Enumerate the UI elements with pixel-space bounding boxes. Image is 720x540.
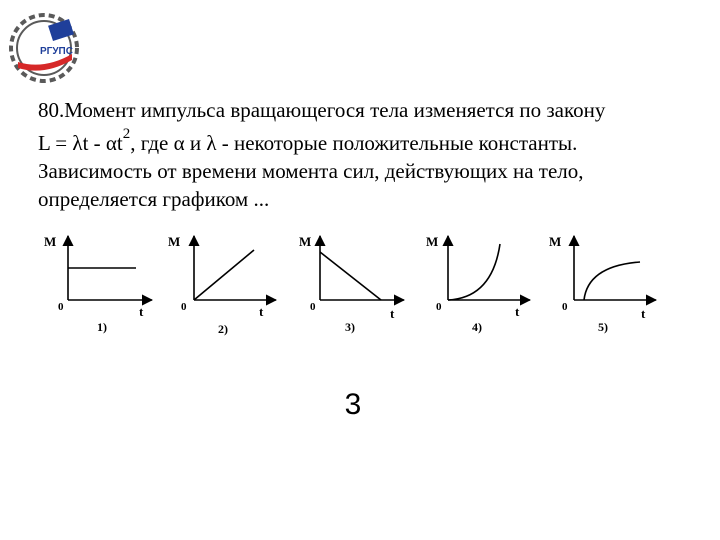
graph-curve [194,250,254,300]
y-axis-label: M [549,234,562,249]
graph-curve [320,252,381,300]
y-axis-label: M [44,234,57,249]
origin-label: 0 [310,301,316,313]
question-line-3: Зависимость от времени момента сил, действующих на тело, [38,159,584,183]
graph-curve [448,244,500,300]
x-axis-label: t [390,306,395,321]
graph-number: 4) [472,320,482,334]
graph-number: 1) [97,320,107,334]
graph-2 [168,234,276,336]
x-axis-label: t [259,304,264,319]
answer-number: 3 [344,388,362,421]
graph-4 [426,234,530,334]
question-line-4: определяется графиком ... [38,187,270,211]
formula-description: , где α и λ - некоторые положительные константы. [130,131,578,155]
graph-number: 2) [218,322,228,336]
question-text [38,96,708,213]
graph-number: 3) [345,320,355,334]
y-axis-label: M [426,234,439,249]
formula-exponent: 2 [122,126,131,142]
x-axis-label: t [641,306,646,321]
formula: L = λt - αt [38,131,123,155]
origin-label: 0 [562,301,568,313]
graph-curve [584,262,640,300]
x-axis-label: t [139,304,144,319]
graph-3 [299,234,404,334]
origin-label: 0 [181,301,187,313]
answer-graphs [0,230,720,350]
origin-label: 0 [436,301,442,313]
university-logo [4,4,84,88]
graph-number: 5) [598,320,608,334]
y-axis-label: M [168,234,181,249]
x-axis-label: t [515,304,520,319]
graph-1 [44,234,152,334]
origin-label: 0 [58,301,64,313]
question-line-2 [38,124,708,157]
y-axis-label: M [299,234,312,249]
graph-5 [549,234,656,334]
logo-text: РГУПС [40,46,73,57]
question-line-1: 80.Момент импульса вращающегося тела изменяется по закону [38,98,606,122]
